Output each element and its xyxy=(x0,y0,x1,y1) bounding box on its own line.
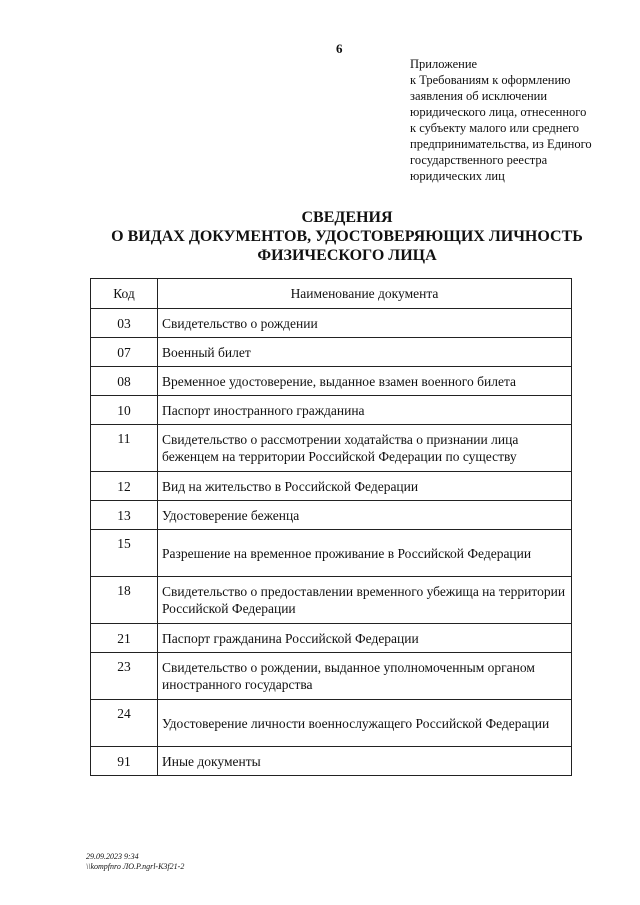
table-row xyxy=(91,309,572,338)
column-header-code: Код xyxy=(91,279,158,309)
document-name: Паспорт гражданина Российской Федерации xyxy=(158,624,572,653)
document-types-table xyxy=(90,278,572,776)
footer-file-path: \\kompfnro ЛО.Р.ngrl-K3f21-2 xyxy=(86,862,185,871)
table-row xyxy=(91,700,572,747)
document-name: Свидетельство о предоставлении временного убежища на территории Российской Федерации xyxy=(158,577,572,624)
document-name: Свидетельство о рождении xyxy=(158,309,572,338)
appendix-line: к субъекту малого или среднего xyxy=(410,121,580,135)
heading-line: ФИЗИЧЕСКОГО ЛИЦА xyxy=(257,247,437,264)
document-code: 08 xyxy=(91,367,158,396)
table-row xyxy=(91,501,572,530)
document-name: Свидетельство о рождении, выданное уполномоченным органом иностранного государства xyxy=(158,653,572,700)
document-code: 07 xyxy=(91,338,158,367)
document-code: 13 xyxy=(91,501,158,530)
document-code: 03 xyxy=(91,309,158,338)
document-name: Удостоверение беженца xyxy=(158,501,572,530)
appendix-line: предпринимательства, из Единого xyxy=(410,137,592,151)
appendix-line: юридического лица, отнесенного xyxy=(410,105,587,119)
document-code: 18 xyxy=(91,577,158,624)
page-number: 6 xyxy=(336,41,343,56)
footer-timestamp: 29.09.2023 9:34 xyxy=(86,852,139,861)
document-code: 11 xyxy=(91,425,158,472)
heading-line: О ВИДАХ ДОКУМЕНТОВ, УДОСТОВЕРЯЮЩИХ ЛИЧНОСТЬ xyxy=(111,228,583,245)
table-row xyxy=(91,367,572,396)
table-row xyxy=(91,338,572,367)
document-name: Паспорт иностранного гражданина xyxy=(158,396,572,425)
table-row xyxy=(91,425,572,472)
document-code: 15 xyxy=(91,530,158,577)
document-code: 23 xyxy=(91,653,158,700)
document-heading xyxy=(80,208,614,265)
table-header-row xyxy=(91,279,572,309)
document-name: Временное удостоверение, выданное взамен военного билета xyxy=(158,367,572,396)
document-name: Разрешение на временное проживание в Российской Федерации xyxy=(158,530,572,577)
table-row xyxy=(91,624,572,653)
table-row xyxy=(91,472,572,501)
appendix-line: заявления об исключении xyxy=(410,89,548,103)
document-code: 10 xyxy=(91,396,158,425)
table-row xyxy=(91,396,572,425)
document-name: Свидетельство о рассмотрении ходатайства о признании лица беженцем на территории Российской Федерации по существу xyxy=(158,425,572,472)
document-name: Вид на жительство в Российской Федерации xyxy=(158,472,572,501)
print-footer xyxy=(86,852,184,872)
appendix-note xyxy=(410,56,630,184)
document-code: 91 xyxy=(91,747,158,776)
appendix-line: государственного реестра xyxy=(410,153,548,167)
document-code: 24 xyxy=(91,700,158,747)
table-row xyxy=(91,747,572,776)
appendix-line: Приложение xyxy=(410,57,478,71)
column-header-name: Наименование документа xyxy=(158,279,572,309)
document-code: 21 xyxy=(91,624,158,653)
appendix-line: к Требованиям к оформлению xyxy=(410,73,571,87)
table-row xyxy=(91,530,572,577)
table-row xyxy=(91,577,572,624)
document-name: Военный билет xyxy=(158,338,572,367)
appendix-line: юридических лиц xyxy=(410,169,505,183)
document-code: 12 xyxy=(91,472,158,501)
heading-line: СВЕДЕНИЯ xyxy=(301,209,393,226)
document-name: Удостоверение личности военнослужащего Российской Федерации xyxy=(158,700,572,747)
table-row xyxy=(91,653,572,700)
document-name: Иные документы xyxy=(158,747,572,776)
